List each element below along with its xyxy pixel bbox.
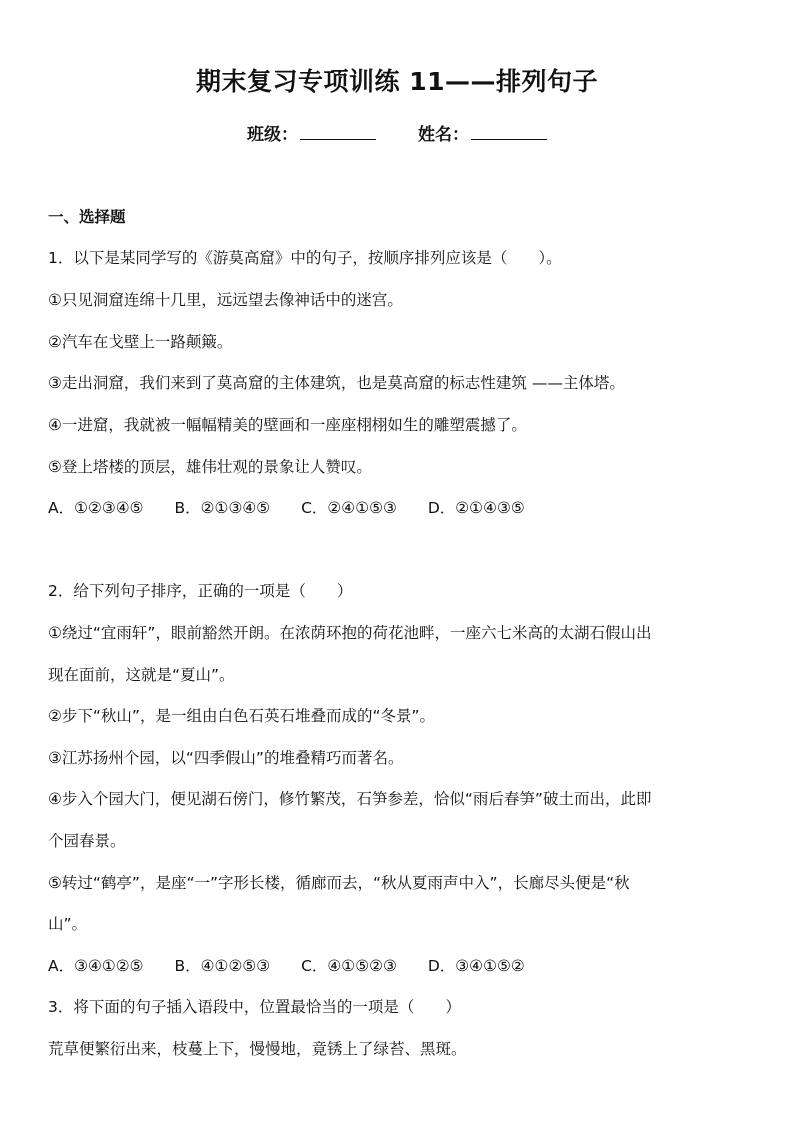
q3-stem: 3．将下面的句子插入语段中，位置最恰当的一项是（ ）: [48, 998, 461, 1016]
q1-options: [48, 497, 551, 519]
q2-sentence-3: ③江苏扬州个园，以“四季假山”的堆叠精巧而著名。: [48, 749, 404, 767]
q1-sentence-3: ③走出洞窟，我们来到了莫高窟的主体建筑，也是莫高窟的标志性建筑 ——主体塔。: [48, 374, 625, 392]
q2-stem: 2．给下列句子排序，正确的一项是（ ）: [48, 582, 353, 600]
name-label: 姓名：: [417, 125, 469, 145]
q2-sentence-1b: 现在面前，这就是“夏山”。: [48, 666, 235, 684]
q2-option-c[interactable]: C．④①⑤②③: [301, 957, 397, 975]
q2-option-d[interactable]: D．③④①⑤②: [427, 957, 525, 975]
q1-option-d[interactable]: D．②①④③⑤: [427, 499, 525, 517]
page-title: 期末复习专项训练 11——排列句子: [196, 67, 598, 96]
q1-option-b[interactable]: B．②①③④⑤: [174, 499, 271, 517]
q1-sentence-4: ④一进窟，我就被一幅幅精美的壁画和一座座栩栩如生的雕塑震撼了。: [48, 416, 527, 434]
q2-sentence-4a: ④步入个园大门，便见湖石傍门，修竹繁茂，石笋参差，恰似“雨后春笋”破土而出，此即: [48, 790, 652, 808]
q1-sentence-1: ①只见洞窟连绵十几里，远远望去像神话中的迷宫。: [48, 291, 403, 309]
q2-option-a[interactable]: A．③④①②⑤: [48, 957, 144, 975]
q2-options: [48, 955, 551, 977]
q2-option-b[interactable]: B．④①②⑤③: [174, 957, 271, 975]
class-label: 班级：: [247, 125, 299, 145]
section-heading: 一、选择题: [48, 208, 126, 226]
q2-sentence-4b: 个园春景。: [48, 832, 126, 850]
q1-sentence-2: ②汽车在戈壁上一路颠簸。: [48, 333, 233, 351]
q1-option-a[interactable]: A．①②③④⑤: [48, 499, 144, 517]
q2-sentence-1a: ①绕过“宜雨轩”，眼前豁然开朗。在浓荫环抱的荷花池畔，一座六七米高的太湖石假山出: [48, 624, 652, 642]
q1-sentence-5: ⑤登上塔楼的顶层，雄伟壮观的景象让人赞叹。: [48, 458, 372, 476]
class-field: [247, 120, 376, 145]
q2-sentence-5a: ⑤转过“鹤亭”，是座“一”字形长楼，循廊而去，“秋从夏雨声中入”，长廊尽头便是“秋: [48, 874, 630, 892]
q1-stem: 1．以下是某同学写的《游莫高窟》中的句子，按顺序排列应该是（ ）。: [48, 249, 562, 267]
q2-sentence-5b: 山”。: [48, 915, 88, 933]
class-blank: [300, 123, 376, 140]
q1-option-c[interactable]: C．②④①⑤③: [301, 499, 397, 517]
name-blank: [471, 123, 547, 140]
student-info-row: [0, 120, 794, 145]
q3-sentence: 荒草便繁衍出来，枝蔓上下，慢慢地，竟锈上了绿苔、黑斑。: [48, 1040, 467, 1058]
q2-sentence-2: ②步下“秋山”，是一组由白色石英石堆叠而成的“冬景”。: [48, 707, 436, 725]
name-field: [418, 120, 547, 145]
